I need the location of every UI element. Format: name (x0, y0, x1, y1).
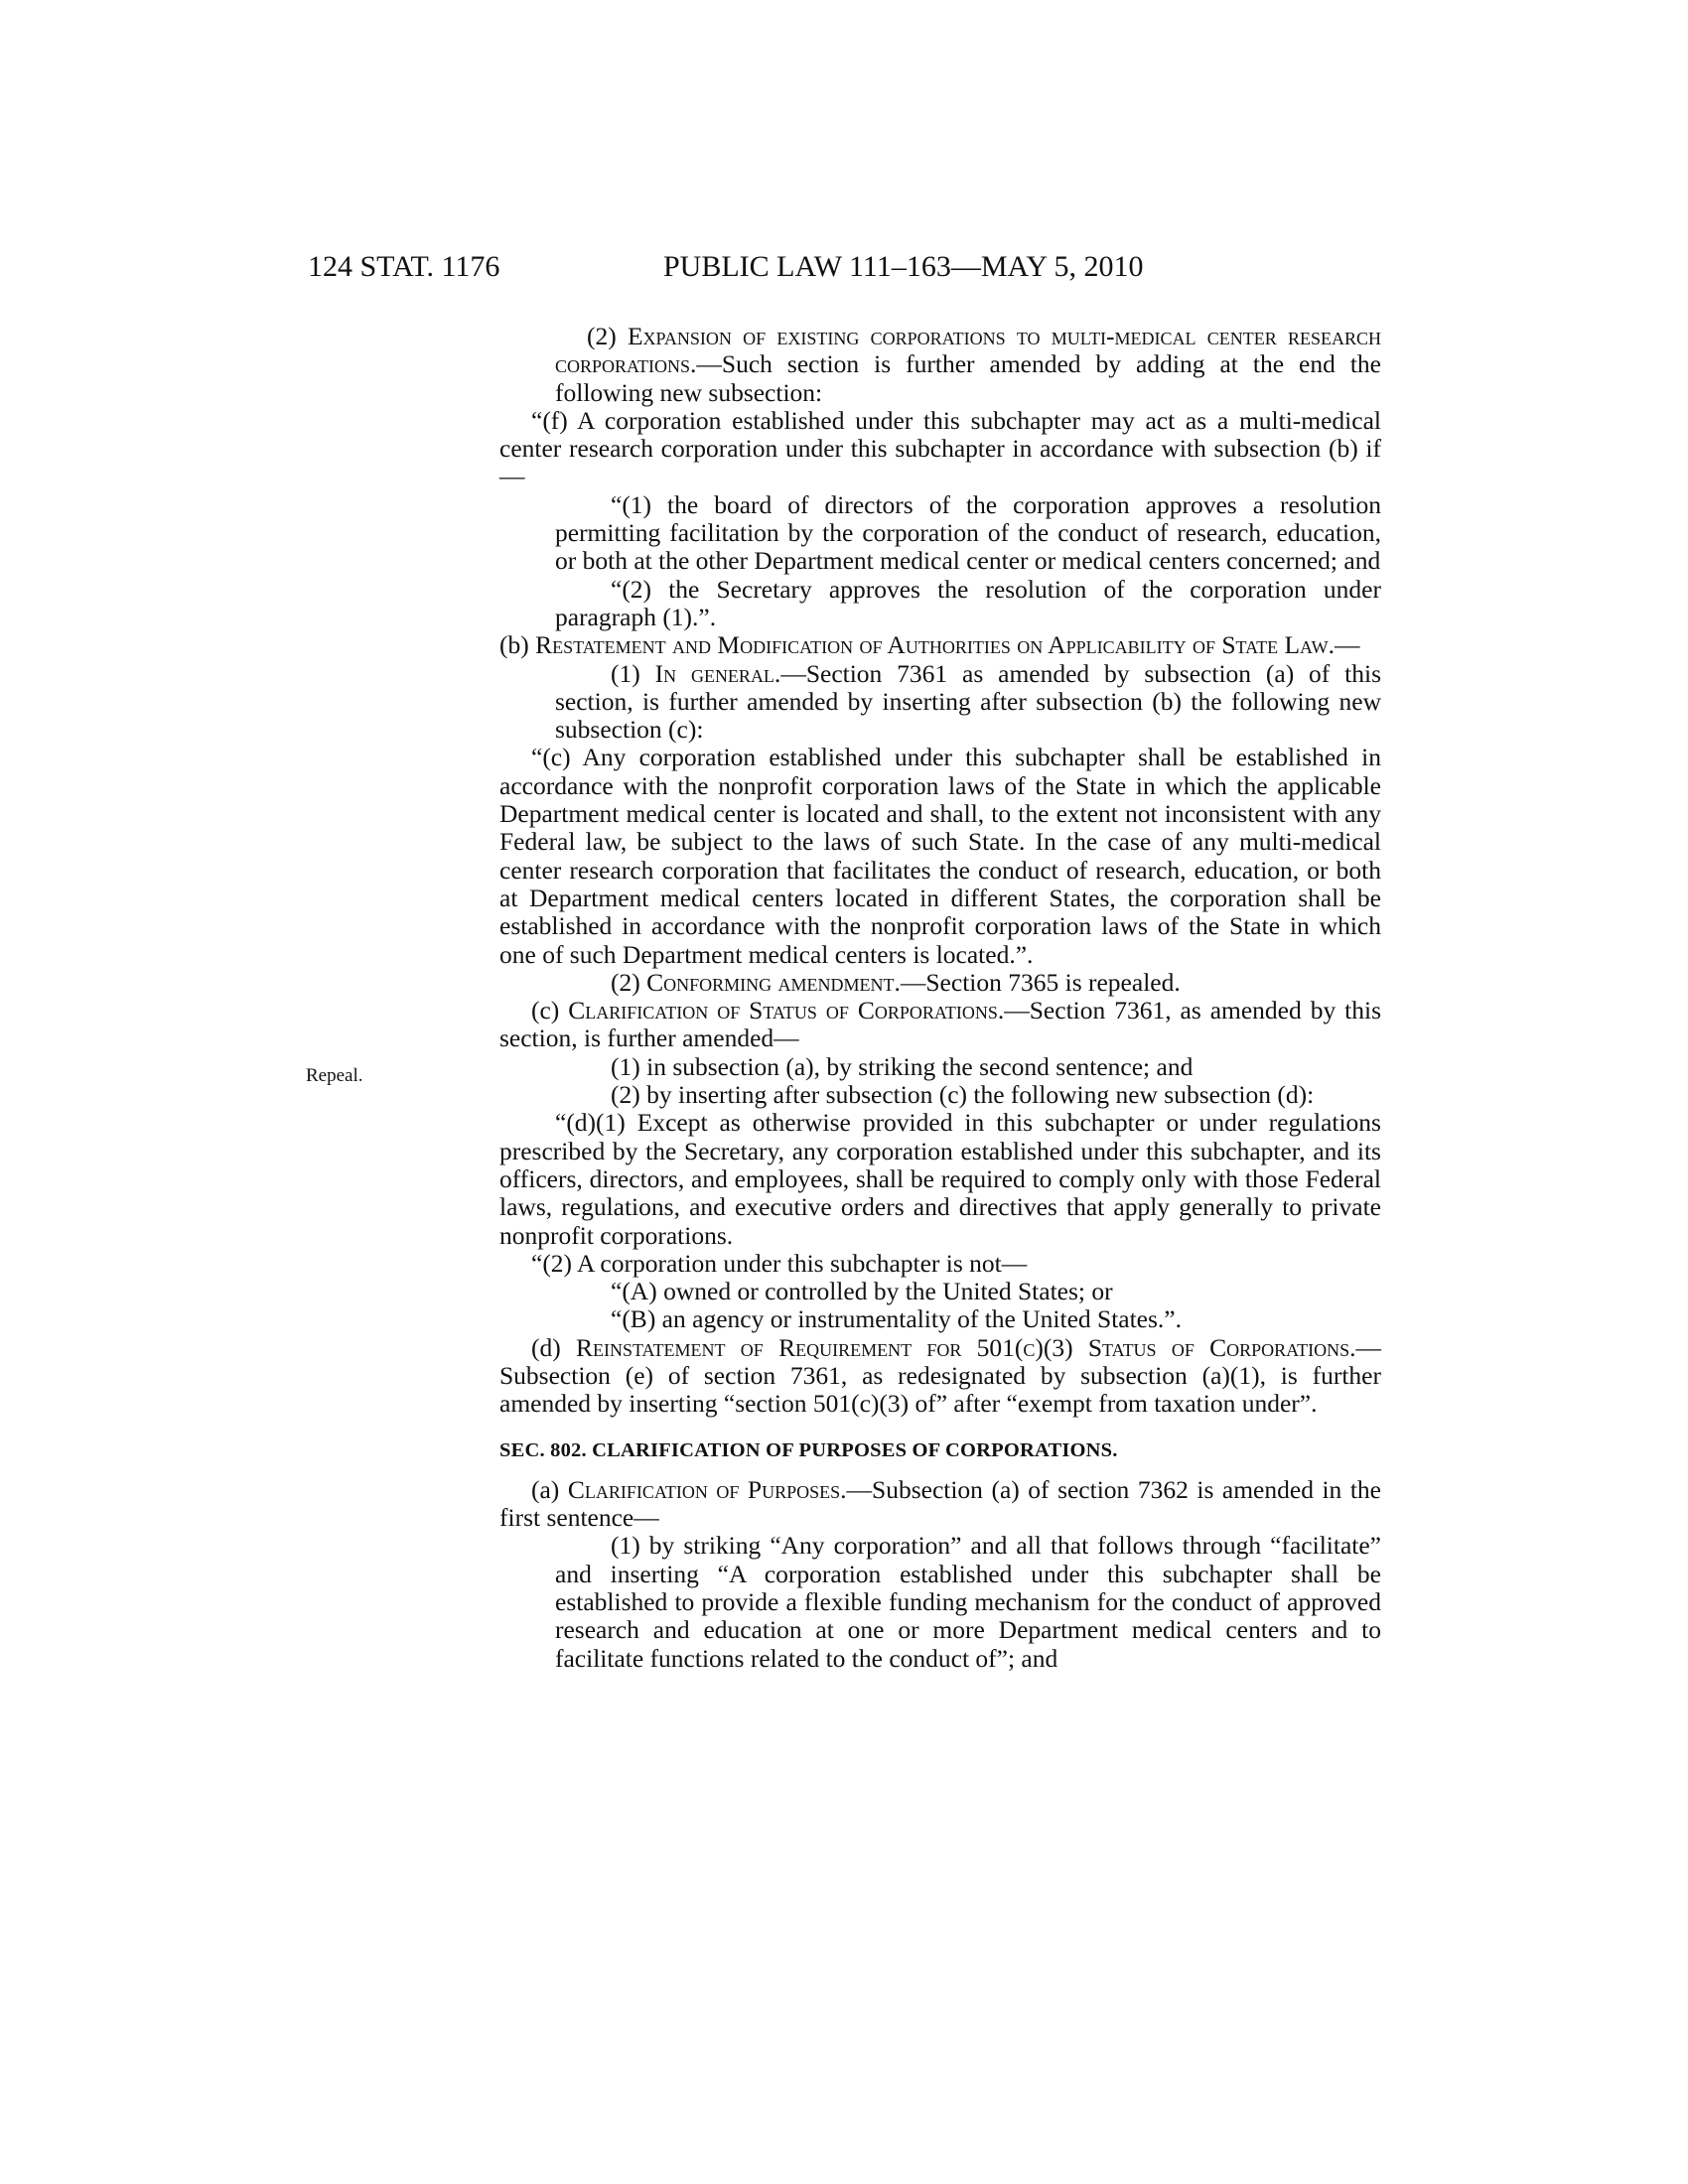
paragraph: “(c) Any corporation established under this subchapter shall be established in accordance with the nonprofit corporation laws of the State in which the applicable Department medical center is located and shall, to the extent not inconsistent with any Federal law, be subject to the laws of such State. In the case of any multi-medical center research corporation that facilitates the conduct of research, education, or both at Department medical centers located in different States, the corporation shall be established in accordance with the nonprofit corporation laws of the State in which one of such Department medical centers is located.”. (499, 743, 1381, 969)
para-lead: (2) (611, 967, 647, 997)
para-lead: (1) (611, 658, 655, 688)
paragraph: “(A) owned or controlled by the United States; or (611, 1277, 1113, 1306)
para-heading: Expansion of existing corporations to multi-medical center research corporations. (555, 322, 1382, 379)
paragraph (499, 1476, 1381, 1533)
para-lead: (d) (531, 1332, 576, 1362)
paragraph: (2) by inserting after subsection (c) the following new subsection (d): (611, 1080, 1315, 1110)
para-heading: Clarification of Status of Corporations. (568, 996, 1005, 1025)
para-lead: (a) (531, 1474, 568, 1504)
paragraph: “(d)(1) Except as otherwise provided in this subchapter or under regulations prescribed by the Secretary, any corporation established under this subchapter, and its officers, directors, and employees, shall be required to comply only with those Federal laws, regulations, and executive orders and directives that apply generally to private nonprofit corporations. (499, 1108, 1381, 1250)
para-lead: (c) (531, 996, 569, 1025)
paragraph: “(2) A corporation under this subchapter is not— (531, 1248, 1028, 1278)
paragraph (499, 1334, 1381, 1419)
paragraph (499, 969, 1381, 997)
para-text: —Such section is further amended by adding at the end the following new subsection: (555, 349, 1381, 407)
para-heading: Conforming amendment. (646, 967, 901, 997)
paragraph: “(1) the board of directors of the corporation approves a resolution permitting facilitation by the corporation of the conduct of research, education, or both at the other Department medical center or medical centers concerned; and (555, 489, 1381, 576)
paragraph (499, 660, 1381, 745)
section-heading: SEC. 802. CLARIFICATION OF PURPOSES OF CORPORATIONS. (499, 1438, 1118, 1461)
paragraph: (1) in subsection (a), by striking the second sentence; and (611, 1051, 1194, 1081)
paragraph (499, 997, 1381, 1053)
paragraph: “(f) A corporation established under this subchapter may act as a multi-medical center research corporation under this subchapter in accordance with subsection (b) if— (499, 405, 1381, 491)
para-text: —Subsection (a) of section 7362 is amended in the first sentence— (499, 1474, 1381, 1533)
para-text: —Section 7365 is repealed. (900, 967, 1181, 997)
running-header-title: PUBLIC LAW 111–163—MAY 5, 2010 (663, 250, 1144, 283)
paragraph: “(B) an agency or instrumentality of the United States.”. (611, 1304, 1182, 1334)
statute-body (499, 323, 1381, 1673)
para-lead: (2) (587, 322, 628, 350)
paragraph (499, 323, 1381, 407)
para-heading: Restatement and Modification of Authorities on Applicability of State Law. (535, 630, 1335, 660)
margin-note-repeal: Repeal. (306, 1065, 363, 1086)
para-text: —Section 7361, as amended by this section, is further amended— (499, 996, 1381, 1053)
para-text: —Subsection (e) of section 7361, as redesignated by subsection (a)(1), is further amended by inserting “section 501(c)(3) of” after “exempt from taxation under”. (499, 1332, 1382, 1419)
paragraph: “(2) the Secretary approves the resolution of the corporation under paragraph (1).”. (555, 574, 1381, 631)
para-heading: Reinstatement of Requirement for 501(c)(3) Status of Corporations. (576, 1332, 1356, 1362)
paragraph: (1) by striking “Any corporation” and all that follows through “facilitate” and inserting “A corporation established under this subchapter shall be established to provide a flexible funding mechanism for the conduct of approved research and education at one or more Department medical centers and to facilitate functions related to the conduct of”; and (555, 1531, 1381, 1673)
para-heading: In general. (654, 658, 781, 688)
paragraph (499, 631, 1381, 659)
para-text: —Section 7361 as amended by subsection (a) of this section, is further amended by inserting after subsection (b) the following new subsection (c): (555, 658, 1381, 745)
para-lead: (b) (499, 630, 536, 660)
stat-page-number: 124 STAT. 1176 (308, 250, 500, 283)
para-heading: Clarification of Purposes. (567, 1474, 847, 1504)
para-text: — (1334, 630, 1360, 660)
